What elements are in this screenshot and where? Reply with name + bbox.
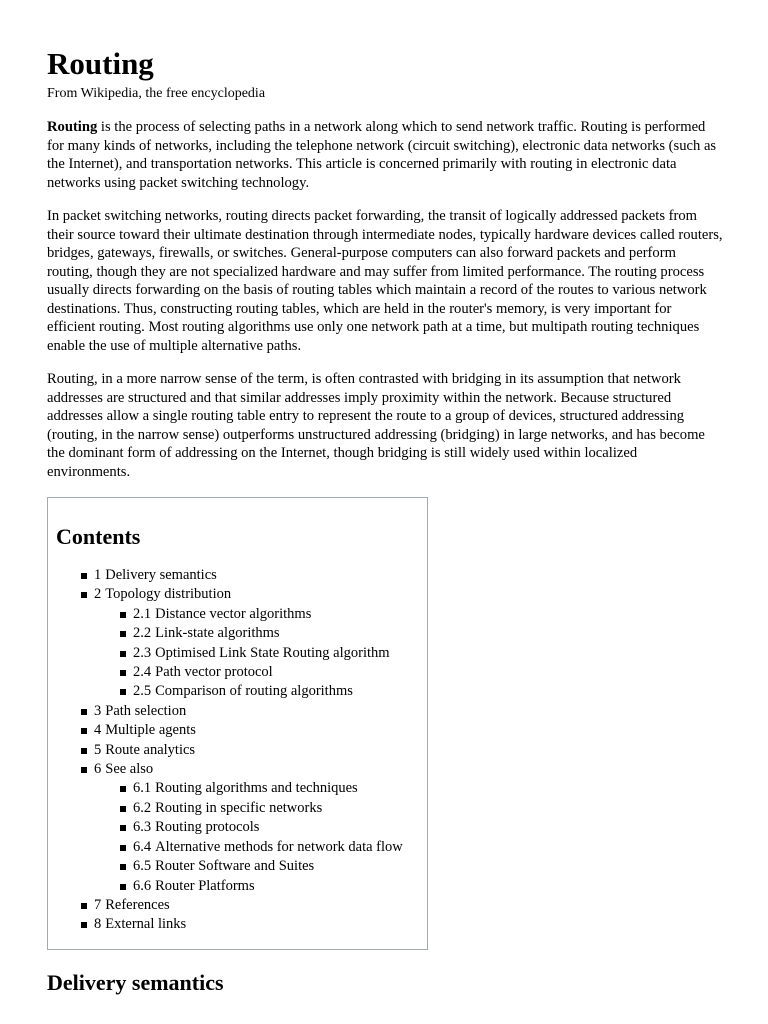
table-of-contents [47,497,428,950]
toc-number[interactable]: 6 [94,761,102,778]
toc-item[interactable] [56,799,419,818]
toc-item[interactable] [56,779,419,798]
toc-number[interactable]: 3 [94,702,102,719]
page-title: Routing [47,46,154,81]
toc-number[interactable]: 7 [94,896,102,913]
toc-label[interactable]: Optimised Link State Routing algorithm [155,644,390,661]
toc-item[interactable] [56,585,419,604]
toc-label[interactable]: Routing in specific networks [155,799,323,816]
toc-item[interactable] [56,896,419,915]
toc-label[interactable]: Alternative methods for network data flow [155,838,403,855]
toc-number[interactable]: 6.4 [133,838,152,855]
bullet-icon [120,631,126,637]
bullet-icon [120,786,126,792]
toc-number[interactable]: 2.3 [133,644,152,661]
toc-item[interactable] [56,624,419,643]
toc-label[interactable]: Router Software and Suites [155,858,315,875]
lead-term: Routing [47,119,98,135]
toc-label[interactable]: Link-state algorithms [155,625,280,642]
toc-number[interactable]: 5 [94,741,102,758]
toc-number[interactable]: 4 [94,722,102,739]
bullet-icon [120,806,126,812]
page-subtitle: From Wikipedia, the free encyclopedia [47,86,266,101]
toc-number[interactable]: 2.1 [133,605,152,622]
bullet-icon [120,670,126,676]
toc-number[interactable]: 2.4 [133,664,152,681]
bullet-icon [81,709,87,715]
toc-number[interactable]: 8 [94,916,102,933]
toc-number[interactable]: 2.5 [133,683,152,700]
toc-label[interactable]: References [105,896,170,913]
intro-paragraph-2 [47,207,723,355]
toc-label[interactable]: Delivery semantics [105,567,217,583]
bullet-icon [120,884,126,890]
bullet-icon [81,922,87,928]
toc-number[interactable]: 1 [94,567,102,583]
intro-paragraph-1 [47,118,723,192]
toc-item[interactable] [56,663,419,682]
toc-item[interactable] [56,741,419,760]
toc-item[interactable] [56,818,419,837]
paragraph-text: is the process of selecting paths in a network along which to send network traffic. Routing is performed for many kinds of networks, including the telephone network (circuit switching), electronic data networks (such as the Internet), and transportation networks. This article is concerned primarily with routing in electronic data networks using packet switching technology. [47,119,717,191]
article [47,44,723,996]
bullet-icon [81,903,87,909]
toc-item[interactable] [56,702,419,721]
bullet-icon [120,651,126,657]
toc-item[interactable] [56,877,419,896]
toc-number[interactable]: 2.2 [133,625,152,642]
toc-label[interactable]: Route analytics [105,741,196,758]
toc-number[interactable]: 6.1 [133,780,152,797]
toc-label[interactable]: See also [105,761,154,778]
paragraph-text: Routing, in a more narrow sense of the term, is often contrasted with bridging in its assumption that network addresses are structured and that similar addresses imply proximity within the network. Because structured addresses allow a single routing table entry to represent the route to a group of devices, structured addressing (routing, in the narrow sense) outperforms unstructured addressing (bridging) in large networks, and has become the dominant form of addressing on the Internet, though bridging is still widely used within localized environments. [47,371,705,480]
toc-label[interactable]: Routing algorithms and techniques [155,780,358,797]
section-heading-delivery-semantics: Delivery semantics [47,969,224,995]
toc-number[interactable]: 6.3 [133,819,152,836]
toc-item[interactable] [56,721,419,740]
bullet-icon [120,825,126,831]
toc-label[interactable]: Multiple agents [105,722,196,739]
bullet-icon [81,748,87,754]
toc-label[interactable]: Router Platforms [155,877,255,894]
bullet-icon [120,689,126,695]
toc-number[interactable]: 2 [94,586,102,603]
toc-number[interactable]: 6.6 [133,877,152,894]
intro-paragraph-3 [47,370,723,481]
toc-item[interactable] [56,915,419,934]
toc-item[interactable] [56,682,419,701]
bullet-icon [81,573,87,579]
toc-number[interactable]: 6.2 [133,799,152,816]
toc-number[interactable]: 6.5 [133,858,152,875]
toc-item[interactable] [56,566,419,585]
toc-label[interactable]: Topology distribution [105,586,232,603]
toc-label[interactable]: Path selection [105,702,187,719]
toc-item[interactable] [56,644,419,663]
bullet-icon [120,612,126,618]
bullet-icon [81,767,87,773]
toc-item[interactable] [56,857,419,876]
toc-label[interactable]: Comparison of routing algorithms [155,683,353,700]
bullet-icon [81,592,87,598]
toc-item[interactable] [56,760,419,779]
bullet-icon [81,728,87,734]
bullet-icon [120,864,126,870]
toc-title: Contents [56,524,141,549]
toc-item[interactable] [56,605,419,624]
paragraph-text: In packet switching networks, routing directs packet forwarding, the transit of logically addressed packets from their source toward their ultimate destination through intermediate nodes, typically hardware devices called routers, bridges, gateways, firewalls, or switches. General-purpose computers can also forward packets and perform routing, though they are not specialized hardware and may suffer from limited performance. The routing process usually directs forwarding on the basis of routing tables which maintain a record of the routes to various network destinations. Thus, constructing routing tables, which are held in the router's memory, is very important for efficient routing. Most routing algorithms use only one network path at a time, but multipath routing techniques enable the use of multiple alternative paths. [47,208,723,354]
toc-label[interactable]: Path vector protocol [155,664,273,681]
toc-list [56,566,419,935]
toc-item[interactable] [56,838,419,857]
bullet-icon [120,845,126,851]
toc-label[interactable]: Distance vector algorithms [155,605,312,622]
toc-label[interactable]: Routing protocols [155,819,260,836]
toc-label[interactable]: External links [105,916,187,933]
